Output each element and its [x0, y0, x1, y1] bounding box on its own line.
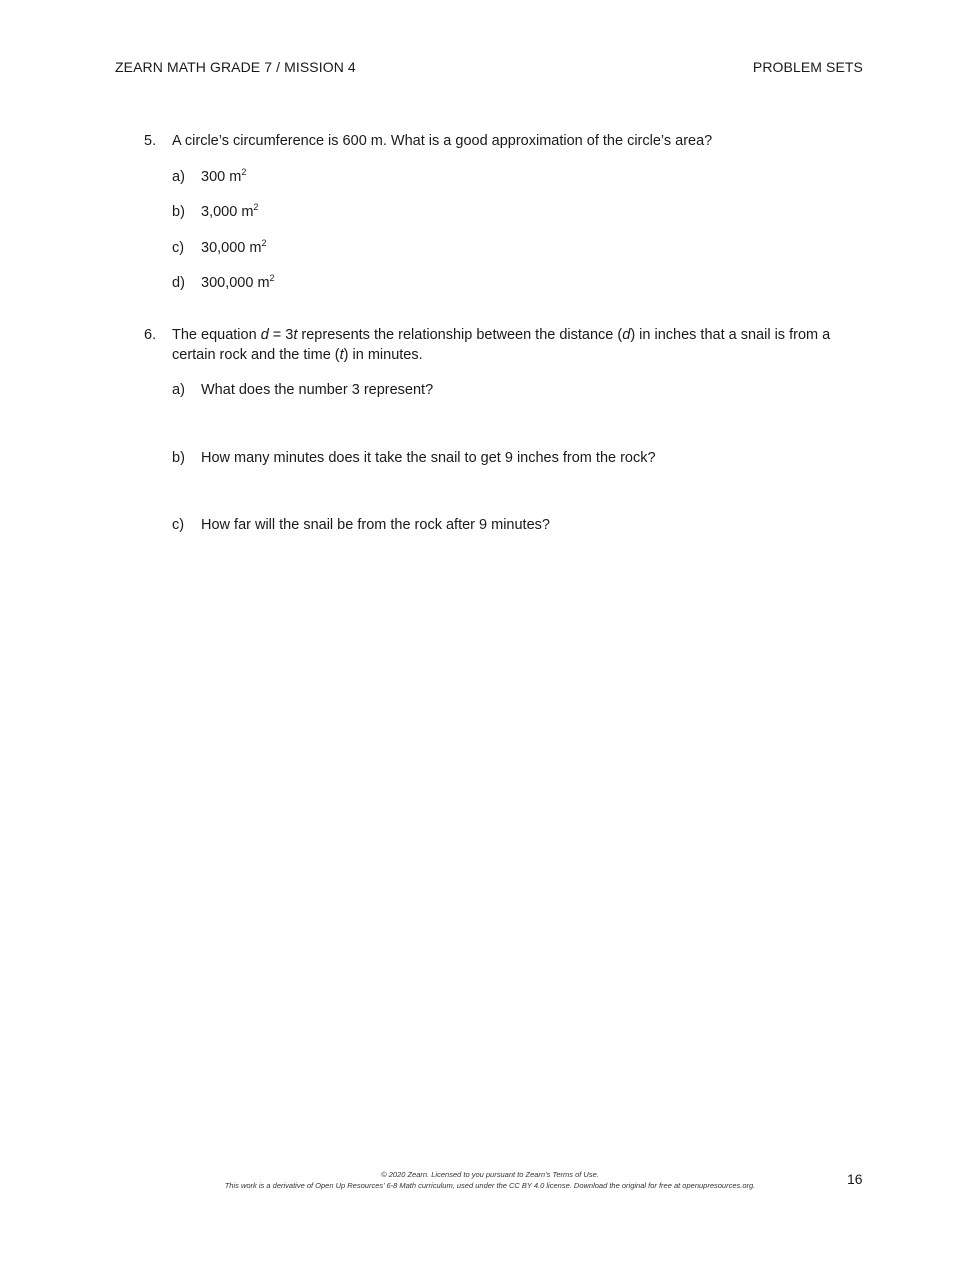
- question-number: 6.: [144, 327, 157, 343]
- header-section: PROBLEM SETS: [752, 59, 863, 75]
- option-value: 30,000 m: [201, 240, 262, 256]
- answer-option-d: [172, 273, 275, 293]
- answer-option-a: [172, 167, 246, 187]
- option-exponent: 2: [241, 167, 247, 177]
- question-part-c: [172, 515, 550, 535]
- part-label: c): [172, 517, 185, 533]
- part-text: What does the number 3 represent?: [201, 382, 434, 398]
- variable-t: t: [339, 347, 344, 363]
- question-5: [144, 131, 854, 151]
- option-exponent: 2: [253, 202, 259, 212]
- answer-option-b: [172, 202, 258, 222]
- question-number: 5.: [144, 133, 157, 149]
- option-exponent: 2: [269, 273, 275, 283]
- option-label: a): [172, 169, 185, 185]
- part-label: b): [172, 450, 185, 466]
- option-value: 300,000 m: [201, 275, 270, 291]
- part-text: How many minutes does it take the snail to get 9 inches from the rock?: [201, 450, 656, 466]
- question-text: A circle’s circumference is 600 m. What is a good approximation of the circle’s area?: [172, 133, 713, 149]
- option-value: 300 m: [201, 169, 242, 185]
- variable-d: d: [260, 327, 269, 343]
- part-text: How far will the snail be from the rock after 9 minutes?: [201, 517, 550, 533]
- option-label: d): [172, 275, 185, 291]
- question-text: The equation d = 3t represents the relationship between the distance (d) in inches that a snail is from a certain rock and the time (t) in minutes.: [172, 327, 831, 363]
- option-label: c): [172, 240, 185, 256]
- option-value: 3,000 m: [201, 204, 254, 220]
- option-label: b): [172, 204, 185, 220]
- header-title: ZEARN MATH GRADE 7 / MISSION 4: [115, 59, 356, 75]
- copyright-line: © 2020 Zearn. Licensed to you pursuant to Zearn’s Terms of Use.: [381, 1170, 599, 1179]
- variable-d: d: [622, 327, 631, 343]
- answer-option-c: [172, 238, 266, 258]
- footer-license: [150, 1169, 830, 1191]
- option-exponent: 2: [261, 238, 267, 248]
- variable-t: t: [293, 327, 298, 343]
- page-number: 16: [847, 1171, 863, 1187]
- part-label: a): [172, 382, 185, 398]
- question-6: [144, 325, 854, 365]
- attribution-line: This work is a derivative of Open Up Resources’ 6-8 Math curriculum, used under the CC BY 4.0 license. Download the original for free at openupresources.org.: [224, 1181, 756, 1190]
- question-part-a: [172, 380, 433, 400]
- question-part-b: [172, 448, 656, 468]
